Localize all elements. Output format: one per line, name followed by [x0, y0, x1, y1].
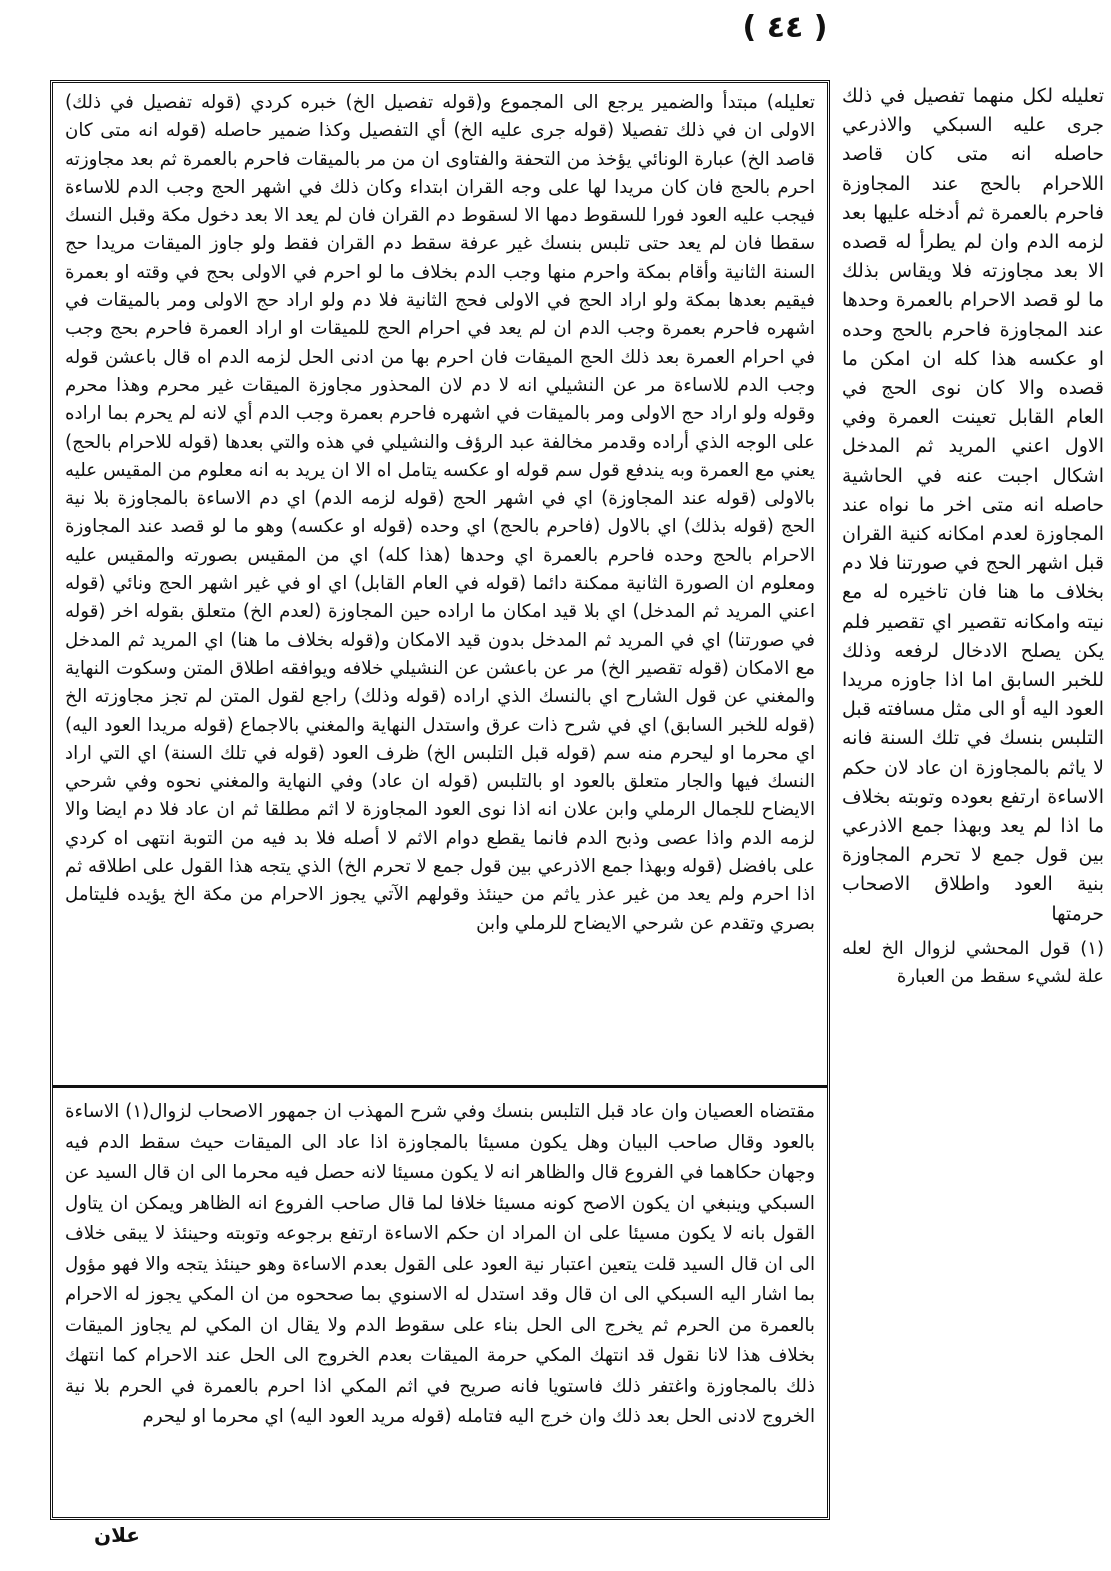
upper-commentary-text: تعليله) مبتدأ والضمير يرجع الى المجموع و(قوله تفصيل الخ) خبره كردي (قوله تفصيل في ذلك) الاولى ان في ذلك تفصيلا (قوله جرى عليه الخ) أي التفصيل وكذا ضمير حاصله (قوله انه متى كان قاصد الخ) عبارة الونائي يؤخذ من التحفة والفتاوى ان من مر بالميقات فاحرم بالعمرة ثم بعد مجاوزته احرم بالحج فان كان مريدا لها على وجه القران ابتداء وكان ذلك في اشهر الحج وجب الدم للاساءة فيجب عليه العود فورا للسقوط دمها الا لسقوط دم القران فان لم يعد الا بعد دخول مكة وقبل النسك سقطا فان لم يعد حتى تلبس بنسك غير عرفة سقط دم القران فقط ولو جاوز الميقات مريدا حج السنة الثانية وأقام بمكة واحرم منها وجب الدم بخلاف ما لو احرم في الاولى بحج في وقته او بعمرة فيقيم بعدها بمكة ولو اراد الحج في الاولى فحج الثانية فلا دم ولو اراد حج الاولى ومر بالميقات في اشهره فاحرم بعمرة وجب الدم ان لم يعد في احرام الحج للميقات او اراد العمرة فاحرم بحج وجب في احرام العمرة بعد ذلك الحج الميقات فان احرم بها من ادنى الحل لزمه الدم اه قال باعشن قوله وجب الدم للاساءة مر عن النشيلي انه لا دم لان المحذور مجاوزة الميقات غير محرم وهذا محرم وقوله ولو اراد حج الاولى ومر بالميقات في اشهره فاحرم بعمرة وجب الدم أي لانه لم يحرم بما اراده على الوجه الذي أراده وقدمر مخالفة عبد الرؤف والنشيلي في هذه والتي بعدها (قوله للاحرام بالحج) يعني مع العمرة وبه يندفع قول سم قوله او عكسه يتامل اه الا ان يريد به انه معلوم من المقيس عليه بالاولى (قوله عند المجاوزة) اي في اشهر الحج (قوله لزمه الدم) اي دم الاساءة بالمجاوزة بلا نية الحج (قوله بذلك) اي بالاول (فاحرم بالحج) اي وحده (قوله او عكسه) وهو ما لو قصد عند المجاوزة الاحرام بالحج وحده فاحرم بالعمرة اي وحدها (هذا كله) اي من المقيس بصورته والمقيس عليه ومعلوم ان الصورة الثانية ممكنة دائما (قوله في العام القابل) اي او في غير اشهر الحج ونائي (قوله اعني المريد ثم المدخل) اي بلا قيد امكان ما اراده حين المجاوزة (لعدم الخ) متعلق بقوله اخر (قوله في صورتنا) اي في المريد ثم المدخل بدون قيد الامكان و(قوله بخلاف ما هنا) اي المريد ثم المدخل مع الامكان (قوله تقصير الخ) مر عن باعشن عن النشيلي خلافه ويوافقه اطلاق المتن وسكوت النهاية والمغني عن قول الشارح اي بالنسك الذي اراده (قوله وذلك) راجع لقول المتن لم تجز مجاوزته الخ (قوله للخبر السابق) اي في شرح ذات عرق واستدل النهاية والمغني بالاجماع (قوله مريدا العود اليه) اي محرما او ليحرم منه سم (قوله قبل التلبس الخ) ظرف العود (قوله في تلك السنة) اي التي اراد النسك فيها والجار متعلق بالعود او بالتلبس (قوله ان عاد) وفي النهاية والمغني نحوه وفي شرحي الايضاح للجمال الرملي وابن علان انه اذا نوى العود المجاوزة لا اثم مطلقا ثم ان عاد فلا دم ايضا والا لزمه الدم واذا عصى وذبح الدم فانما يقطع دوام الاثم لا أصله فلا بد فيه من التوبة انتهى اه كردي على بافضل (قوله وبهذا جمع الاذرعي بين قول جمع لا تحرم الخ) الذي يتجه هذا القول على اطلاقه ثم اذا احرم ولم يعد من غير عذر ياثم من حينئذ وقولهم الآتي يجوز الاحرام من مكة الخ يؤيده فليتامل بصري وتقدم عن شرحي الايضاح للرملي وابن — [65, 92, 815, 934]
lower-commentary-block — [53, 1091, 827, 1517]
margin-main-text: تعليله لكل منهما تفصيل في ذلك جرى عليه السبكي والاذرعي حاصله انه متى كان قاصد اللاحرام بالحج عند المجاوزة فاحرم بالعمرة ثم أدخله عليها بعد لزمه الدم وان لم يطرأ له قصده الا بعد مجاوزته فلا ويقاس بذلك ما لو قصد الاحرام بالعمرة وحدها عند المجاوزة فاحرم بالحج وحده او عكسه هذا كله ان امكن ما قصده والا كان نوى الحج في العام القابل تعينت العمرة وفي الاول اعني المريد ثم المدخل اشكال اجبت عنه في الحاشية حاصله انه متى اخر ما نواه عند المجاوزة لعدم امكانه كنية القران قبل اشهر الحج في صورتنا فلا دم بخلاف ما هنا فان تاخيره له مع نيته وامكانه تقصير اي تقصير فلم يكن يصلح الادخال لرفعه وذلك للخبر السابق اما اذا جاوزه مريدا العود اليه أو الى مثل مسافته قبل التلبس بنسك في تلك السنة فانه لا ياثم بالمجاوزة ان عاد لان حكم الاساءة ارتفع بعوده وتوبته بخلاف ما اذا لم يعد وبهذا جمع الاذرعي بين قول جمع لا تحرم المجاوزة بنية العود واطلاق الاصحاب حرمتها — [842, 85, 1104, 925]
page-number: ( ٤٤ ) — [742, 10, 828, 45]
catchword: علان — [94, 1523, 140, 1547]
section-divider — [53, 1085, 827, 1088]
upper-commentary-block — [53, 83, 827, 1083]
margin-footnote: (١) قول المحشي لزوال الخ لعله علة لشيء سقط من العبارة — [842, 937, 1104, 987]
commentary-frame — [50, 80, 830, 1520]
margin-main-text-column — [842, 82, 1104, 1482]
lower-commentary-text: مقتضاه العصيان وان عاد قبل التلبس بنسك وفي شرح المهذب ان جمهور الاصحاب لزوال(١) الاساءة بالعود وقال صاحب البيان وهل يكون مسيئا بالمجاوزة اذا عاد الى الميقات حيث سقط الدم فيه وجهان حكاهما في الفروع قال والظاهر انه لا يكون مسيئا لانه حصل فيه محرما الى ان قال السيد عن السبكي وينبغي ان يكون الاصح كونه مسيئا خلافا لما قال صاحب الفروع انه الظاهر ويمكن ان يتاول القول بانه لا يكون مسيئا على ان المراد ان حكم الاساءة ارتفع برجوعه وتوبته وحينئذ لا يبقى خلاف الى ان قال السيد قلت يتعين اعتبار نية العود على القول بعدم الاساءة وهو حينئذ يتجه والا فهو مؤول بما اشار اليه السبكي الى ان قال وقد استدل له الاسنوي بما صححوه من ان المكي يجوز له الاحرام بالعمرة من الحرم ثم يخرج الى الحل بناء على سقوط الدم ولا يقال ان المكي لم يجاوز الميقات بخلاف هذا لانا نقول قد انتهك المكي حرمة الميقات بعدم الخروج الى الحل عند الاحرام كما انتهك ذلك بالمجاوزة واغتفر ذلك فاستويا فانه صريح في اثم المكي اذا احرم بالعمرة في الحرم بلا نية الخروج لادنى الحل بعد ذلك وان خرج اليه فتامله (قوله مريد العود اليه) اي محرما او ليحرم — [65, 1101, 815, 1427]
